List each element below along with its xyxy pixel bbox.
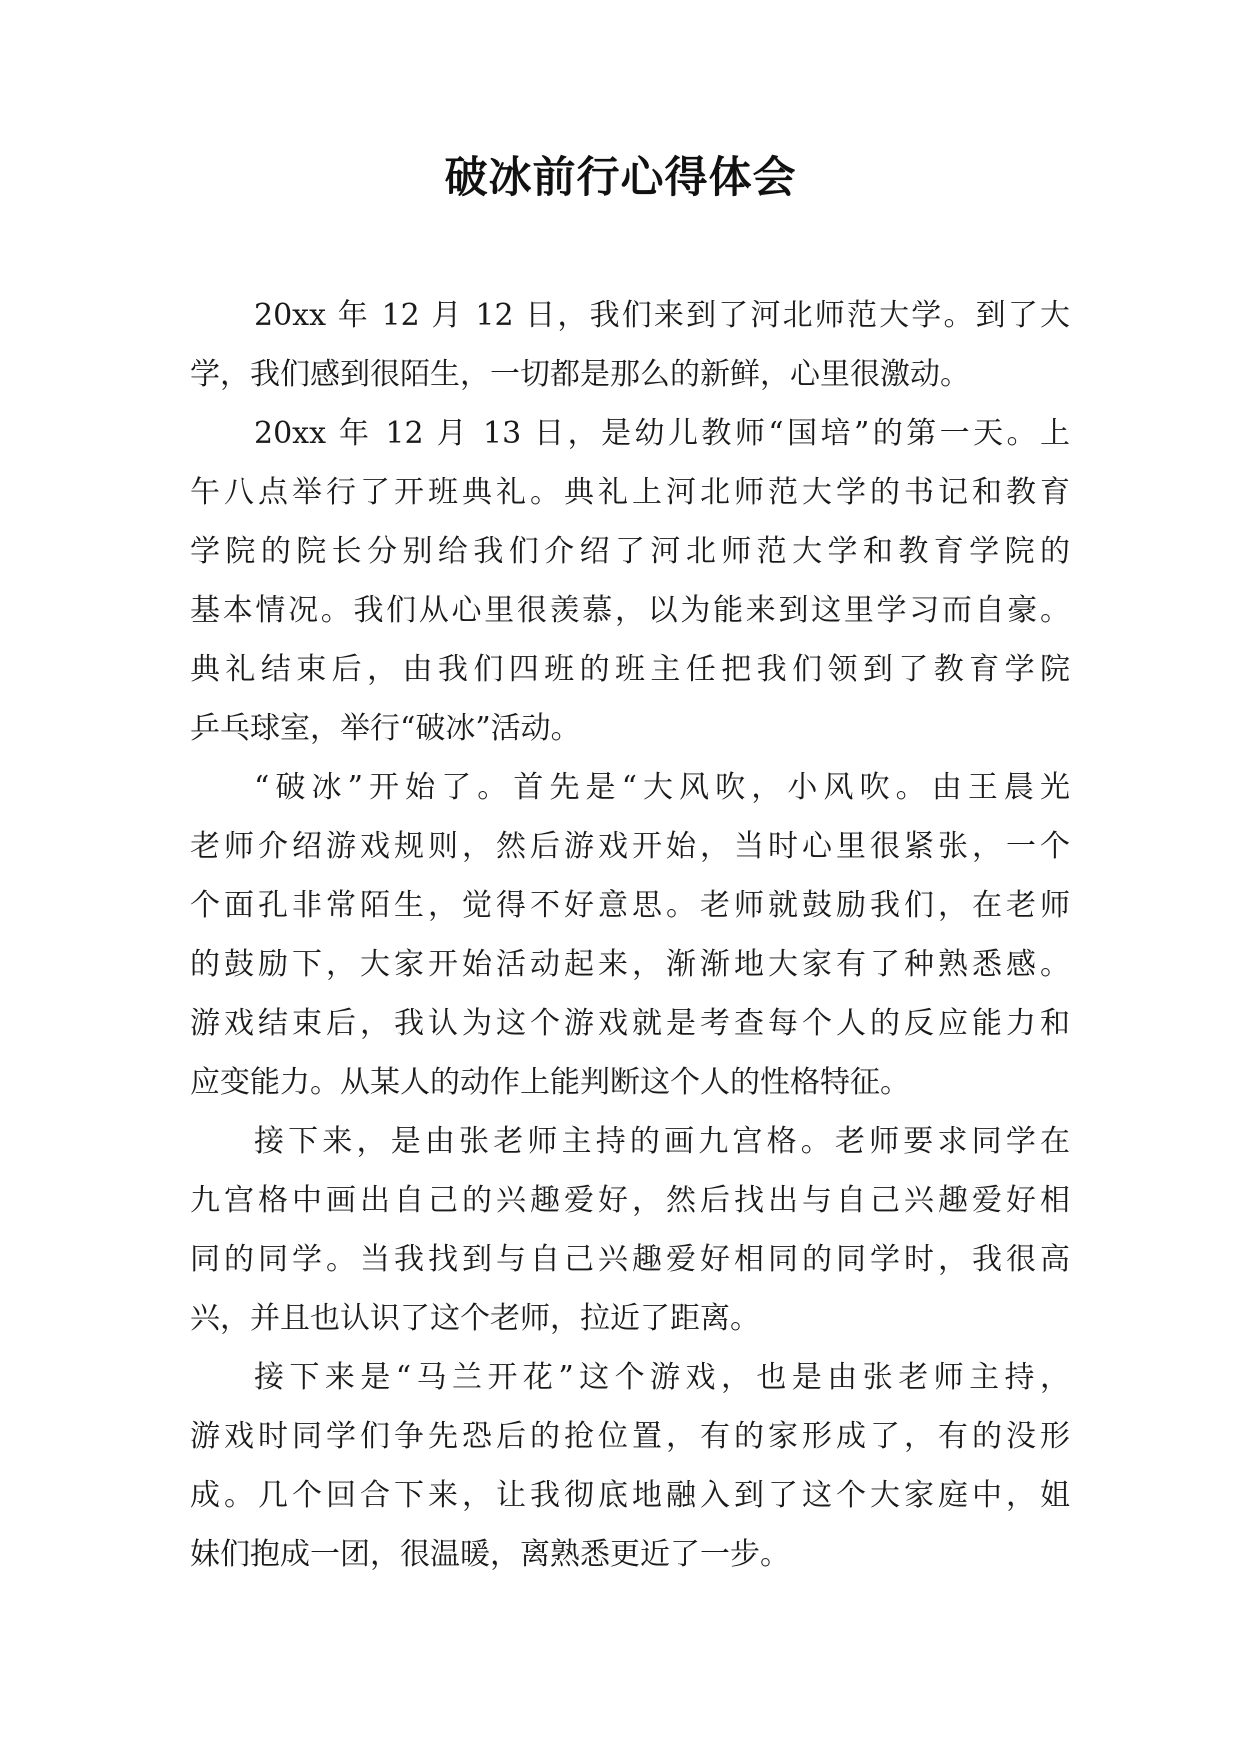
- body-line: 学院的院长分别给我们介绍了河北师范大学和教育学院的: [190, 534, 1070, 569]
- document-title: 破冰前行心得体会: [444, 153, 797, 203]
- body-line: 成。几个回合下来，让我彻底地融入到了这个大家庭中，姐: [190, 1478, 1070, 1513]
- body-line: 20xx 年 12 月 12 日，我们来到了河北师范大学。到了大: [254, 298, 1070, 333]
- document-body: [190, 286, 1070, 1584]
- body-line: 20xx 年 12 月 13 日，是幼儿教师“国培”的第一天。上: [254, 416, 1070, 451]
- body-line: 接下来是“马兰开花”这个游戏，也是由张老师主持，: [254, 1360, 1070, 1395]
- body-line: 兴，并且也认识了这个老师，拉近了距离。: [190, 1301, 760, 1336]
- body-line: 的鼓励下，大家开始活动起来，渐渐地大家有了种熟悉感。: [190, 947, 1070, 982]
- body-line: 午八点举行了开班典礼。典礼上河北师范大学的书记和教育: [190, 475, 1070, 510]
- body-line: 老师介绍游戏规则，然后游戏开始，当时心里很紧张，一个: [190, 829, 1070, 864]
- body-line: 应变能力。从某人的动作上能判断这个人的性格特征。: [190, 1065, 910, 1100]
- body-line: 基本情况。我们从心里很羡慕，以为能来到这里学习而自豪。: [190, 593, 1070, 628]
- body-line: 接下来，是由张老师主持的画九宫格。老师要求同学在: [254, 1124, 1070, 1159]
- body-line: 妹们抱成一团，很温暖，离熟悉更近了一步。: [190, 1537, 790, 1572]
- body-line: 游戏时同学们争先恐后的抢位置，有的家形成了，有的没形: [190, 1419, 1070, 1454]
- body-line: “破冰”开始了。首先是“大风吹，小风吹。由王晨光: [254, 770, 1070, 805]
- body-line: 九宫格中画出自己的兴趣爱好，然后找出与自己兴趣爱好相: [190, 1183, 1070, 1218]
- body-line: 同的同学。当我找到与自己兴趣爱好相同的同学时，我很高: [190, 1242, 1070, 1277]
- body-line: 个面孔非常陌生，觉得不好意思。老师就鼓励我们，在老师: [190, 888, 1070, 923]
- body-line: 典礼结束后，由我们四班的班主任把我们领到了教育学院: [190, 652, 1070, 687]
- body-line: 学，我们感到很陌生，一切都是那么的新鲜，心里很激动。: [190, 357, 970, 392]
- body-line: 乒乓球室，举行“破冰”活动。: [190, 711, 581, 746]
- body-line: 游戏结束后，我认为这个游戏就是考查每个人的反应能力和: [190, 1006, 1070, 1041]
